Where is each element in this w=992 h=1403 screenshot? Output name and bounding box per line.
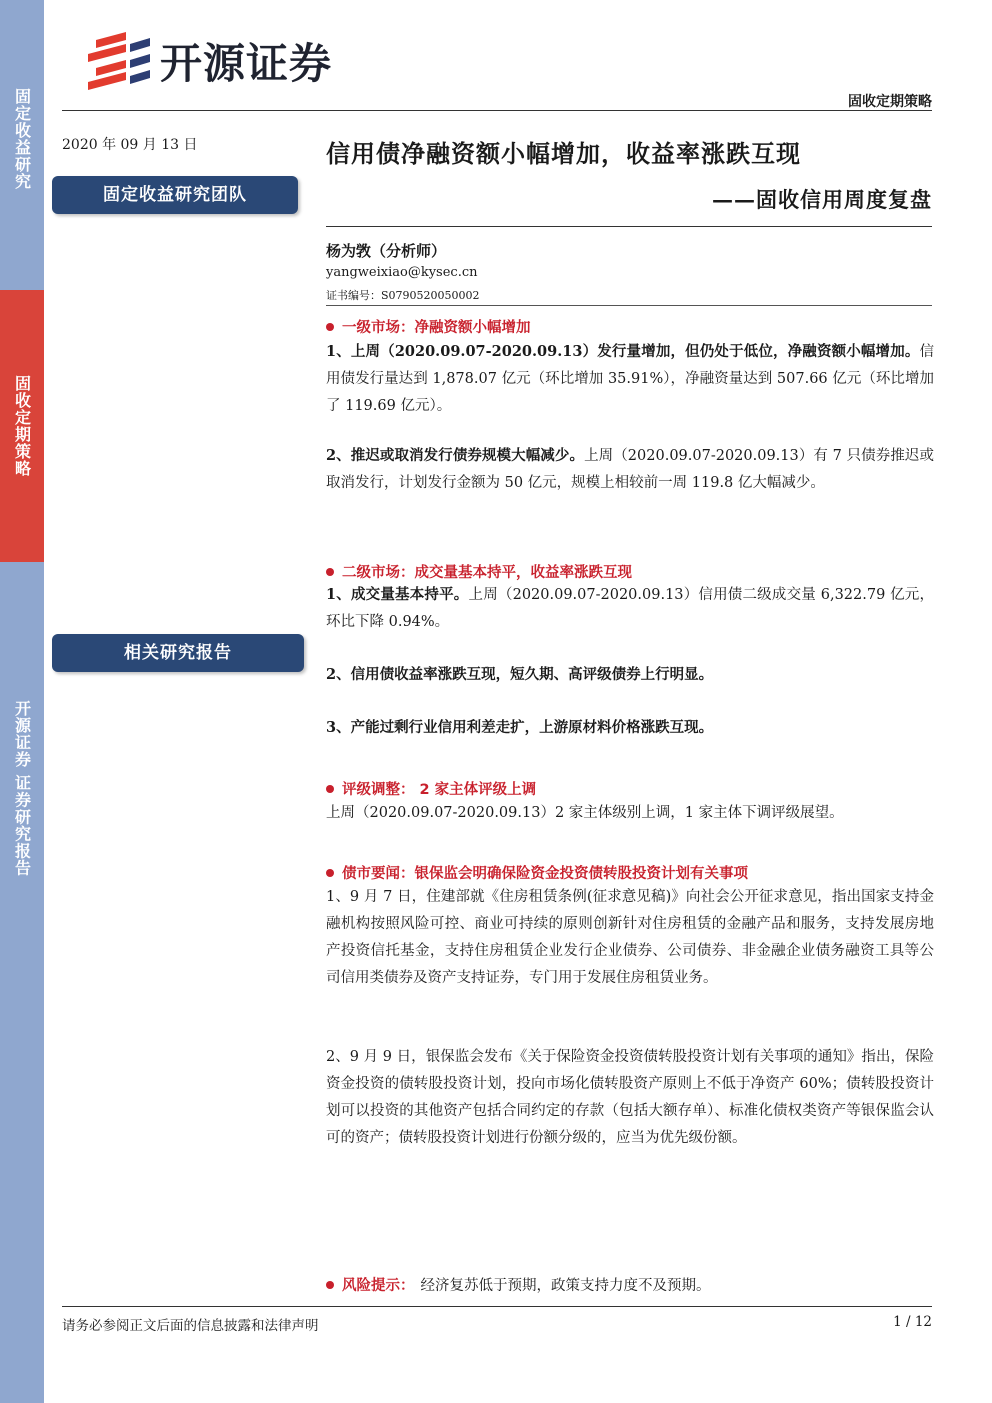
sidebar-label-strategy: 固收定期策略	[0, 290, 44, 562]
paragraph-secondary-2	[326, 661, 934, 689]
analyst-email[interactable]: yangweixiao@kysec.cn	[326, 265, 478, 280]
paragraph-news-1	[326, 884, 934, 992]
report-subtitle: ——固收信用周度复盘	[712, 187, 932, 212]
header-divider	[62, 110, 932, 111]
paragraph-primary-2	[326, 442, 934, 497]
sidebar-label-brand: 开源证券 证券研究报告	[12, 700, 32, 877]
paragraph-body: 上周（2020.09.07-2020.09.13）2 家主体级别上调，1 家主体下调评级展望。	[326, 805, 844, 821]
section-heading-text: 一级市场：净融资额小幅增加	[342, 320, 531, 336]
section-heading-news	[326, 862, 748, 883]
paragraph-lead: 2、信用债收益率涨跌互现，短久期、高评级债券上行明显。	[326, 666, 714, 683]
logo-mark-icon	[86, 30, 152, 92]
section-heading-text: 二级市场：成交量基本持平，收益率涨跌互现	[342, 565, 632, 581]
paragraph-lead: 1、上周（2020.09.07-2020.09.13）发行量增加，但仍处于低位，净融资额小幅增加。	[326, 343, 920, 360]
paragraph-lead: 3、产能过剩行业信用利差走扩，上游原材料价格涨跌互现。	[326, 719, 714, 736]
paragraph-body: 信用债发行量达到 1,878.07 亿元（环比增加 35.91%），净融资量达到 507.66 亿元（环比增加了 119.69 亿元）。	[326, 344, 934, 414]
paragraph-body: 上周（2020.09.07-2020.09.13）信用债二级成交量 6,322.79 亿元，环比下降 0.94%。	[326, 587, 935, 630]
paragraph-secondary-1	[326, 581, 934, 636]
bullet-icon	[326, 568, 334, 576]
analyst-name: 杨为敩（分析师）	[326, 242, 447, 260]
section-heading-primary	[326, 316, 531, 337]
paragraph-body: 上周（2020.09.07-2020.09.13）有 7 只债券推迟或取消发行，计划发行金额为 50 亿元，规模上相较前一周 119.8 亿大幅减少。	[326, 448, 935, 491]
report-date: 2020 年 09 月 13 日	[62, 137, 198, 153]
footer-divider	[62, 1306, 932, 1307]
paragraph-primary-1	[326, 338, 934, 420]
brand-logo	[86, 28, 386, 94]
paragraph-secondary-3	[326, 714, 934, 742]
risk-text: 经济复苏低于预期，政策支持力度不及预期。	[420, 1278, 711, 1294]
report-type-label: 固收定期策略	[848, 94, 932, 110]
paragraph-body: 1、9 月 7 日，住建部就《住房租赁条例(征求意见稿)》向社会公开征求意见，指出国家支持金融机构按照风险可控、商业可持续的原则创新针对住房租赁的金融产品和服务，支持发展房地产投资信托基金，支持住房租赁企业发行企业债券、公司债券、非金融企业债务融资工具等公司信用类债券及资产支持证券，专门用于发展住房租赁业务。	[326, 889, 934, 986]
title-divider	[326, 226, 932, 227]
page-number: 1 / 12	[893, 1314, 932, 1330]
report-title: 信用债净融资额小幅增加，收益率涨跌互现	[326, 139, 801, 168]
paragraph-body: 2、9 月 9 日，银保监会发布《关于保险资金投资债转股投资计划有关事项的通知》指出，保险资金投资的债转股投资计划，投向市场化债转股资产原则上不低于净资产 60%；债转股投资计划可以投资的其他资产包括合同约定的存款（包括大额存单）、标准化债权类资产等银保监会认可的资产；债转股投资计划进行份额分级的，应当为优先级份额。	[326, 1049, 934, 1146]
section-heading-rating	[326, 778, 536, 799]
bullet-icon	[326, 785, 334, 793]
sidebar-label-fixed-income: 固定收益研究	[12, 88, 32, 190]
related-reports-box: 相关研究报告	[52, 634, 304, 672]
paragraph-news-2	[326, 1044, 934, 1152]
paragraph-rating	[326, 800, 934, 827]
side-bar	[0, 0, 44, 1403]
section-heading-secondary	[326, 561, 632, 582]
section-heading-risk	[326, 1274, 711, 1295]
logo-text: 开源证券	[160, 39, 333, 88]
section-heading-text: 评级调整： 2 家主体评级上调	[342, 782, 537, 798]
paragraph-lead: 1、成交量基本持平。	[326, 586, 469, 603]
bullet-icon	[326, 1281, 334, 1289]
bullet-icon	[326, 869, 334, 877]
footer-disclaimer: 请务必参阅正文后面的信息披露和法律声明	[62, 1318, 319, 1334]
bullet-icon	[326, 323, 334, 331]
section-heading-text: 债市要闻：银保监会明确保险资金投资债转股投资计划有关事项	[342, 866, 748, 882]
section-heading-text: 风险提示：	[342, 1278, 415, 1294]
analyst-cert: 证书编号：S0790520050002	[326, 289, 480, 302]
team-label-box: 固定收益研究团队	[52, 176, 298, 214]
paragraph-lead: 2、推迟或取消发行债券规模大幅减少。	[326, 447, 585, 464]
analyst-divider	[326, 305, 932, 306]
